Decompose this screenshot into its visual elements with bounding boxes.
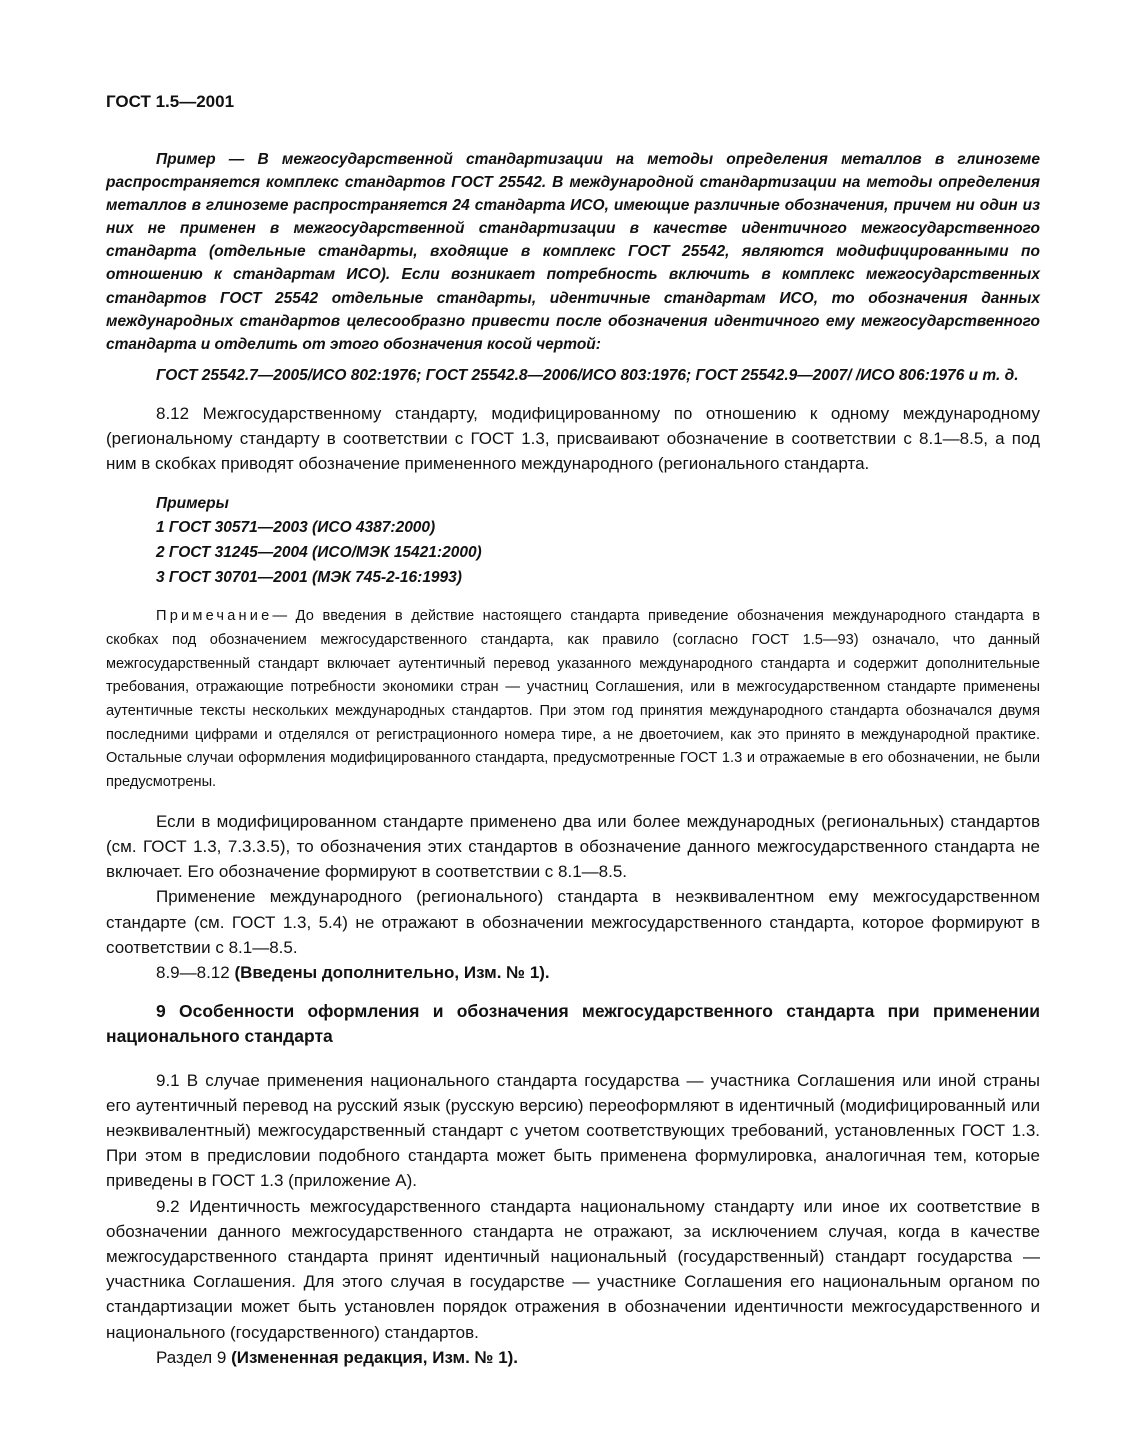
example-item: 3 ГОСТ 30701—2001 (МЭК 745-2-16:1993) bbox=[156, 569, 462, 587]
paragraph-9-2: 9.2 Идентичность межгосударственного стандарта национальному стандарту или иное их соответствие в обозначении данного межгосударственного стандарта не отражают, за исключением случая, когда в качестве межгосударственного стандарта принят идентичный национальный (государственный) стандарт государства — участника Соглашения. Для этого случая в государстве — участнике Соглашения его национальным органом по стандартизации может быть установлен порядок отражения в обозначении идентичности межгосударственного и национального (государственного) стандартов. bbox=[106, 1196, 1040, 1342]
example-item: 2 ГОСТ 31245—2004 (ИСО/МЭК 15421:2000) bbox=[156, 544, 482, 562]
note-paragraph bbox=[106, 605, 1040, 795]
section-9-heading: 9 Особенности оформления и обозначения межгосударственного стандарта при применении национального стандарта bbox=[106, 1001, 1040, 1047]
examples-heading: Примеры bbox=[156, 494, 229, 512]
amendment-ref: Раздел 9 bbox=[156, 1347, 232, 1367]
example-paragraph: Пример — В межгосударственной стандартизации на методы определения металлов в глиноземе распространяется комплекс стандартов ГОСТ 25542. В международной стандартизации на методы определения металлов в глиноземе распространяется 24 стандарта ИСО, имеющие различные обозначения, причем ни один из них не применен в межгосударственной стандартизации в качестве идентичного межгосударственного стандарта (отдельные стандарты, входящие в комплекс ГОСТ 25542, являются модифицированными по отношению к стандартам ИСО). Если возникает потребность включить в комплекс межгосударственных стандартов ГОСТ 25542 отдельные стандарты, идентичные стандартам ИСО, то обозначения данных международных стандартов целесообразно привести после обозначения идентичного ему межгосударственного стандарта и отделить от этого обозначения косой чертой: bbox=[106, 151, 1040, 353]
note-text: — До введения в действие настоящего стандарта приведение обозначения международного стандарта в скобках под обозначением межгосударственного стандарта, как правило (согласно ГОСТ 1.5—93) означало, что данный межгосударственный стандарт включает аутентичный перевод указанного международного стандарта и содержит дополнительные требования, отражающие потребности экономики стран — участниц Соглашения, или в межгосударственном стандарте применены аутентичные тексты нескольких международных стандартов. При этом год принятия международного стандарта обозначался двумя последними цифрами и отделялся от регистрационного номера тире, а не двоеточием, как это принято в международной практике. Остальные случаи оформления модифицированного стандарта, предусмотренные ГОСТ 1.3 и отражаемые в его обозначении, не были предусмотрены. bbox=[106, 608, 1040, 791]
paragraph-9-1: 9.1 В случае применения национального стандарта государства — участника Соглашения или иной страны его аутентичный перевод на русский язык (русскую версию) переоформляют в идентичный (модифицированный или неэквивалентный) межгосударственный стандарт с учетом соответствующих требований, установленных ГОСТ 1.3. При этом в предисловии подобного стандарта может быть применена формулировка, аналогичная тем, которые приведены в ГОСТ 1.3 (приложение А). bbox=[106, 1070, 1040, 1191]
amendment-text: (Измененная редакция, Изм. № 1). bbox=[231, 1347, 519, 1367]
amendment-note-9 bbox=[106, 1345, 1040, 1370]
paragraph-nonequivalent: Применение международного (регионального) стандарта в неэквивалентном ему межгосударственном стандарте (см. ГОСТ 1.3, 5.4) не отражают в обозначении межгосударственного стандарта, которое формируют в соответствии с 8.1—8.5. bbox=[106, 887, 1040, 957]
example-designations: ГОСТ 25542.7—2005/ИСО 802:1976; ГОСТ 25542.8—2006/ИСО 803:1976; ГОСТ 25542.9—2007/ /ИСО 806:1976 и т. д. bbox=[156, 366, 1019, 384]
paragraph-multiple-standards: Если в модифицированном стандарте применено два или более международных (региональных) стандартов (см. ГОСТ 1.3, 7.3.3.5), то обозначения этих стандартов в обозначение данного межгосударственного стандарта не включает. Его обозначение формируют в соответствии с 8.1—8.5. bbox=[106, 811, 1040, 882]
amendment-note-8 bbox=[106, 960, 1040, 985]
paragraph-8-12: 8.12 Межгосударственному стандарту, модифицированному по отношению к одному международному (региональному стандарту в соответствии с ГОСТ 1.3, присваивают обозначение в соответствии с 8.1—8.5, а под ним в скобках приводят обозначение примененного международного (регионального стандарта. bbox=[106, 403, 1040, 474]
amendment-ref: 8.9—8.12 bbox=[156, 963, 235, 983]
document-header: ГОСТ 1.5—2001 bbox=[106, 92, 235, 111]
amendment-text: (Введены дополнительно, Изм. № 1). bbox=[234, 963, 550, 983]
examples-list bbox=[106, 492, 1040, 592]
document-page bbox=[106, 92, 1040, 1370]
example-item: 1 ГОСТ 30571—2003 (ИСО 4387:2000) bbox=[156, 519, 436, 537]
note-label: Примечание bbox=[156, 608, 273, 625]
